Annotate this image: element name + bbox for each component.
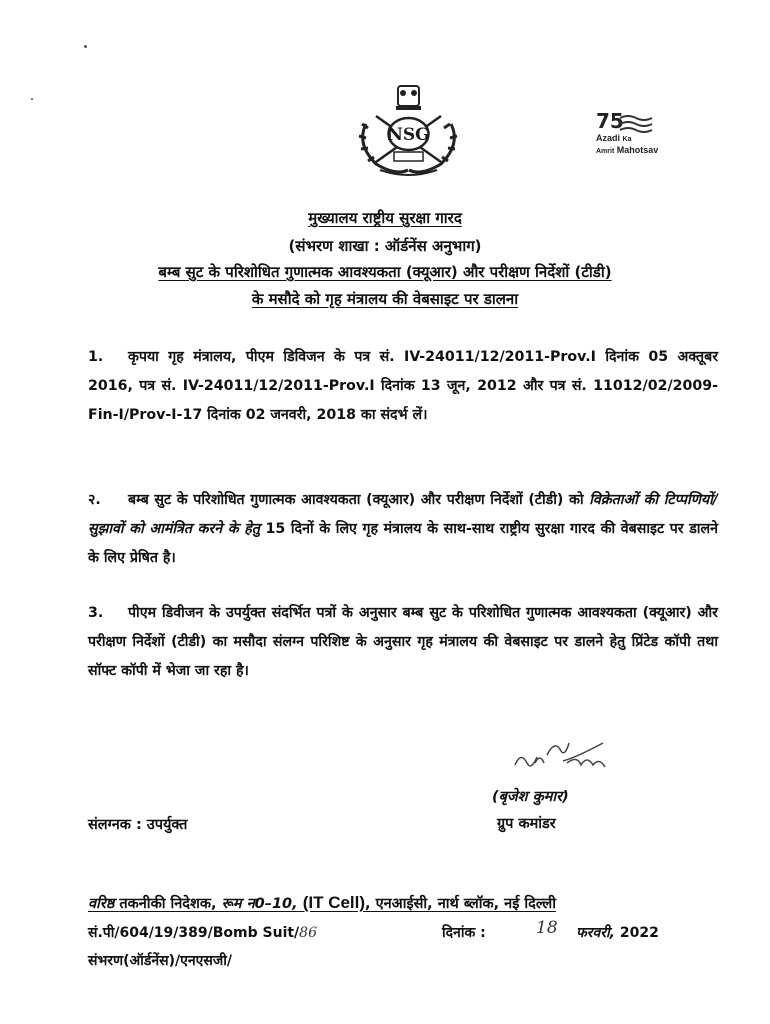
subject-line-2: के मसौदे को गृह मंत्रालय की वेबसाइट पर डालना (251, 290, 519, 308)
paragraph-text-italic: विक्रेताओं की टिप्पणियों/सुझावों को आमंत्रित करने के हेतु (88, 492, 718, 537)
subject-line-1: बम्ब सुट के परिशोधित गुणात्मक आवश्यकता (क्यूआर) और परीक्षण निर्देशों (टीडी) (158, 263, 612, 281)
paragraph-1 (88, 343, 718, 430)
paragraph-text: पीएम डिवीजन के उपर्युक्त संदर्भित पत्रों के अनुसार बम्ब सुट के परिशोधित गुणात्मक आवश्यकता (क्यूआर) और परीक्षण निर्देशों (टीडी) का मसौदा संलग्न परिशिष्ट के अनुसार गृह मंत्रालय की वेबसाइट पर डालने हेतु प्रिंटेड कॉपी तथा सॉफ्ट कॉपी में भेजा जा रहा है। (88, 605, 718, 679)
recipient-address: वरिष्ठ तकनीकी निदेशक, रूम न0–10, (IT Cell), एनआईसी, नार्थ ब्लॉक, नई दिल्ली (88, 893, 556, 912)
azadi-caption: Azadi Ka Amrit Mahotsav (596, 133, 659, 155)
date-day-handwritten: 18 (536, 918, 558, 938)
paragraph-text: बम्ब सुट के परिशोधित गुणात्मक आवश्यकता (क्यूआर) और परीक्षण निर्देशों (टीडी) को (128, 492, 584, 508)
branch-title: (संभरण शाखा : ऑर्डनेंस अनुभाग) (288, 237, 482, 255)
emblem-letters: NSG (387, 125, 430, 145)
signatory-name: (बृजेश कुमार) (492, 789, 569, 805)
nsg-emblem-icon (346, 84, 471, 179)
azadi-number: 75 (596, 109, 624, 133)
paragraph-2 (88, 486, 718, 573)
handwritten-suffix: 86 (299, 925, 317, 941)
paragraph-3 (88, 599, 718, 686)
paragraph-number: 3. (88, 605, 104, 621)
handwritten-signature (505, 733, 625, 778)
scan-speck (31, 98, 33, 100)
svg-text:ह० 14/2/22: ह० 14/2/22 (565, 775, 571, 776)
paragraph-text: 15 दिनों के लिए गृह मंत्रालय के साथ-साथ राष्ट्रीय सुरक्षा गारद की वेबसाइट पर डालने के लिए प्रेषित है। (88, 521, 718, 566)
date-month-year: फरवरी, 2022 (576, 925, 659, 941)
scan-speck (84, 45, 87, 48)
signatory-designation: ग्रुप कमांडर (497, 816, 556, 832)
paragraph-text: कृपया गृह मंत्रालय, पीएम डिविजन के पत्र सं. IV-24011/12/2011-Prov.I दिनांक 05 अक्तूबर 2016, पत्र सं. IV-24011/12/2011-Prov.I दिनांक 13 जून, 2012 और पत्र सं. 11012/02/2009-Fin-I/Prov-I-17 दिनांक 02 जनवरी, 2018 का संदर्भ लें। (88, 349, 718, 423)
date-label: दिनांक : (442, 925, 486, 941)
reference-number: सं.पी/604/19/389/Bomb Suit/86 (88, 925, 317, 941)
office-title: मुख्यालय राष्ट्रीय सुरक्षा गारद (308, 209, 462, 227)
branch-reference: संभरण(ऑर्डनेंस)/एनएसजी/ (88, 953, 232, 969)
enclosure-note: संलग्नक : उपर्युक्त (88, 817, 188, 833)
paragraph-number: २. (88, 492, 101, 508)
paragraph-number: 1. (88, 349, 104, 365)
